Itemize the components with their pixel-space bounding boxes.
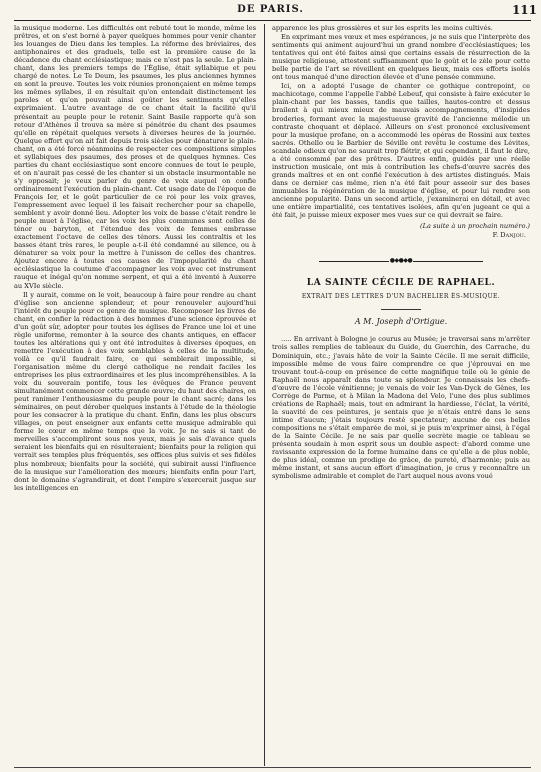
ornament-bar-left (319, 261, 389, 262)
header-rule (14, 20, 531, 21)
body-paragraph: Il y aurait, comme on le voit, beaucoup à faire pour rendre au chant d'église son ancienne splendeur, et pour renouveler aujourd'hui l'intérêt du peuple pour ce genre de musique. Recomposer les livres de chant, en confier la rédaction à des hommes d'une science éprouvée et d'un goût sûr, adopter pour toutes les églises de France une loi et une règle uniforme, remonter à la source des chants antiques, en effacer toutes les altérations qui y ont été introduites à diverses époques, en remettre l'exécution à des voix semblables à celles de la multitude, voilà ce qu'il faudrait faire, ce qui semblerait impossible, si l'organisation même du clergé catholique ne rendait faciles les entreprises les plus extraordinaires et les plus incompréhensibles. A la voix du souverain pontife, tous les évêques de France peuvent simultanément commencer cette grande œuvre; du haut des chaires, on peut ranimer l'enthousiasme du peuple pour le chant sacré; dans les séminaires, on peut dérober quelques instants à l'étude de la théologie pour les consacrer à la pratique du chant. Enfin, dans les plus obscurs villages, on peut enseigner aux enfants cette musique admirable qui forme le cœur en même temps que la voix. Je ne sais si tant de merveilles s'accompliront sous nos yeux, mais je sais d'avance quels seraient les bienfaits qui en résulteraient; bienfaits pour la religion qui verrait ses temples plus fréquentés, ses offices plus suivis et ses fidèles plus nombreux; bienfaits pour la société, qui subirait aussi l'influence de la musique sur l'amélioration des mœurs; bienfaits enfin pour l'art, dont le domaine s'agrandirait, et dont l'empire s'exercerait jusque sur les intelligences en (14, 290, 256, 492)
article-dedication: A M. Joseph d'Ortigue. (354, 317, 448, 327)
article-paragraph: ..... En arrivant à Bologne je courus au Musée; je traversai sans m'arrêter trois salles remplies de tableaux du Guide, du Guerchin, des Carrache, du Dominiquin, etc.; j'avais hâte de voir la Sainte Cécile. Il me serait difficile, impossible même de vous faire comprendre ce que j'éprouvai en me trouvant tout-à-coup en présence de cette magnifique toile où le génie de Raphaël nous apparaît dans toute sa splendeur. Je connaissais les chefs-d'œuvre de l'école vénitienne; je venais de voir les Van-Dyck de Gênes, les Corrège de Parme, et à Milan la Madona del Velo, l'une des plus sublimes créations de Raphaël; mais, tout en admirant la hardiesse, l'éclat, la vérité, la suavité de ces peintures, je sentais que je n'étais entré dans le sens intime d'aucun; j'étais toujours resté spectateur; aucune de ces belles compositions ne s'était emparée de moi, si je puis m'exprimer ainsi, à l'égal de la Sainte Cécile. Je ne sais par quelle secrète magie ce tableau se présenta soudain à mon esprit sous un double aspect: d'abord comme une ravissante expression de la forme humaine dans ce qu'elle a de plus noble, de plus idéal, comme un prodige de grâce, de pureté, d'harmonie; puis au même instant, et sans aucun effort d'imagination, je crus y reconnaître un symbolisme admirable et complet de l'art auquel nous avons voué (272, 335, 530, 481)
page-number: 111 (511, 3, 537, 17)
ornament-bar-right (413, 261, 483, 262)
column-divider (264, 24, 265, 766)
author-signature: F. Danjou. (492, 231, 526, 240)
article-subtitle: EXTRAIT DES LETTRES D'UN BACHELIER ÈS-MUSIQUE. (301, 293, 501, 301)
bottom-rule (14, 767, 531, 768)
page-header (0, 4, 541, 20)
continuation-note: (La suite à un prochain numéro.) (420, 222, 530, 231)
left-column (14, 24, 256, 766)
running-title: DE PARIS. (237, 4, 304, 15)
body-paragraph: Ici, on a adopté l'usage de chanter ce gothique contrepoint, ce machicotage, comme l'appelle l'abbé Lebeuf, qui consiste à faire exécuter le plain-chant par les basses, tandis que tailles, hautes-contre et dessus brailent à qui mieux mieux de mauvais accompagnements, d'insipides broderies, formant avec la majestueuse gravité de l'ancienne mélodie un contraste choquant et déplacé. Ailleurs on s'est prononcé exclusivement pour la musique profane, on a accommodé les opéras de Rossini aux textes sacrés. Othello ou le Barbier de Séville ont revêtu le costume des Lévites, scandale odieux qu'on ne saurait trop flétrir, et qui cependant, il faut le dire, a été consommé par des prêtres. D'autres enfin, guidés par une réelle instruction musicale, ont mis à contribution les chefs-d'œuvre sacrés des grands maîtres et en ont confié l'exécution à des artistes distingués. Mais dans ce dernier cas même, rien n'a été fait pour asseoir sur des bases immuables la régénération de la musique d'église, et pour lui rendre son ancienne popularité. Dans un second article, j'examinerai en détail, et avec une entière impartialité, ces tentatives isolées, afin qu'en jugeant ce qui a été fait, je puisse mieux exposer mes vues sur ce qui devrait se faire. (272, 82, 530, 220)
body-paragraph: apparence les plus grossières et sur les esprits les moins cultivés. (272, 24, 493, 32)
body-paragraph: En exprimant mes vœux et mes espérances, je ne suis que l'interprète des sentiments qui animent aujourd'hui un grand nombre d'ecclésiastiques; les tentatives qui ont été faites ainsi que certains essais de résurrection de la musique religieuse, attestent suffisamment que le goût et le zèle pour cette belle partie de l'art se réveillent en quelques lieux, mais ces efforts isolés ont tous manqué d'une direction élevée et d'une pensée commune. (272, 33, 530, 82)
section-ornament (272, 257, 530, 265)
article-title: LA SAINTE CÉCILE DE RAPHAEL. (306, 278, 496, 289)
right-column (272, 24, 530, 766)
body-paragraph: la musique moderne. Les difficultés ont rebuté tout le monde, même les prêtres, et on s'est borné à payer quelques hommes pour venir chanter les louanges de Dieu dans les temples. La réforme des bréviaires, des antiphonaires et des graduels, telle est la première cause de la décadence du chant ecclésiastique; mais ce n'est pas la seule. Le plain-chant, dans les premiers temps de l'Église, était syllabique et peu chargé de notes. Le Te Deum, les psaumes, les plus anciennes hymnes en sont la preuve. Toutes les voix réunies prononçaient en même temps les mêmes syllabes, il en résultait qu'on entendait distinctement les paroles et qu'on pouvait ainsi goûter les sentiments qu'elles exprimaient. L'autre avantage de ce chant était la facilité qu'il présentait au peuple pour le retenir. Saint Basile rapporte qu'à son retour d'Athènes il trouva sa mère si pénétrée du chant des psaumes qu'elle en répétait quelques versets à diverses heures de la journée. Quelque effort qu'on ait fait depuis trois siècles pour dénaturer le plain-chant, on a été forcé néanmoins de respecter ces compositions simples et syllabiques des psaumes, des proses et de quelques hymnes. Ces parties du chant ecclésiastique sont encore connues de tout le peuple, et on n'aurait pas cessé de les chanter si un obstacle insurmontable ne s'y opposait; je veux parler du genre de voix auquel on confie ordinairement l'exécution du plain-chant. Cet usage date de l'époque de François Ier, et le goût particulier de ce roi pour les voix graves, l'empressement avec lequel il les faisait rechercher pour sa chapelle, semblent y avoir donné lieu. Adopter les voix de basse c'était rendre le peuple muet à l'église, car les voix les plus communes sont celles de ténor ou baryton, et l'étendue des voix de femmes embrasse exactement l'octave de celles des ténors. Aussi les contraltis et les basses étant très rares, le peuple a-t-il été condamné au silence, ou à dénaturer sa voix pour la mettre à l'unisson de celles des chantres. Ajoutez encore à toutes ces causes de l'impopularité du chant ecclésiastique la coutume d'accompagner les voix avec cet instrument rauque et inégal qu'on nomme serpent, et qui a été inventé à Auxerre au XVIe siècle. (14, 24, 256, 290)
subtitle-rule (381, 309, 421, 310)
ornament-knot-icon: ●◆●◆● (389, 257, 413, 265)
